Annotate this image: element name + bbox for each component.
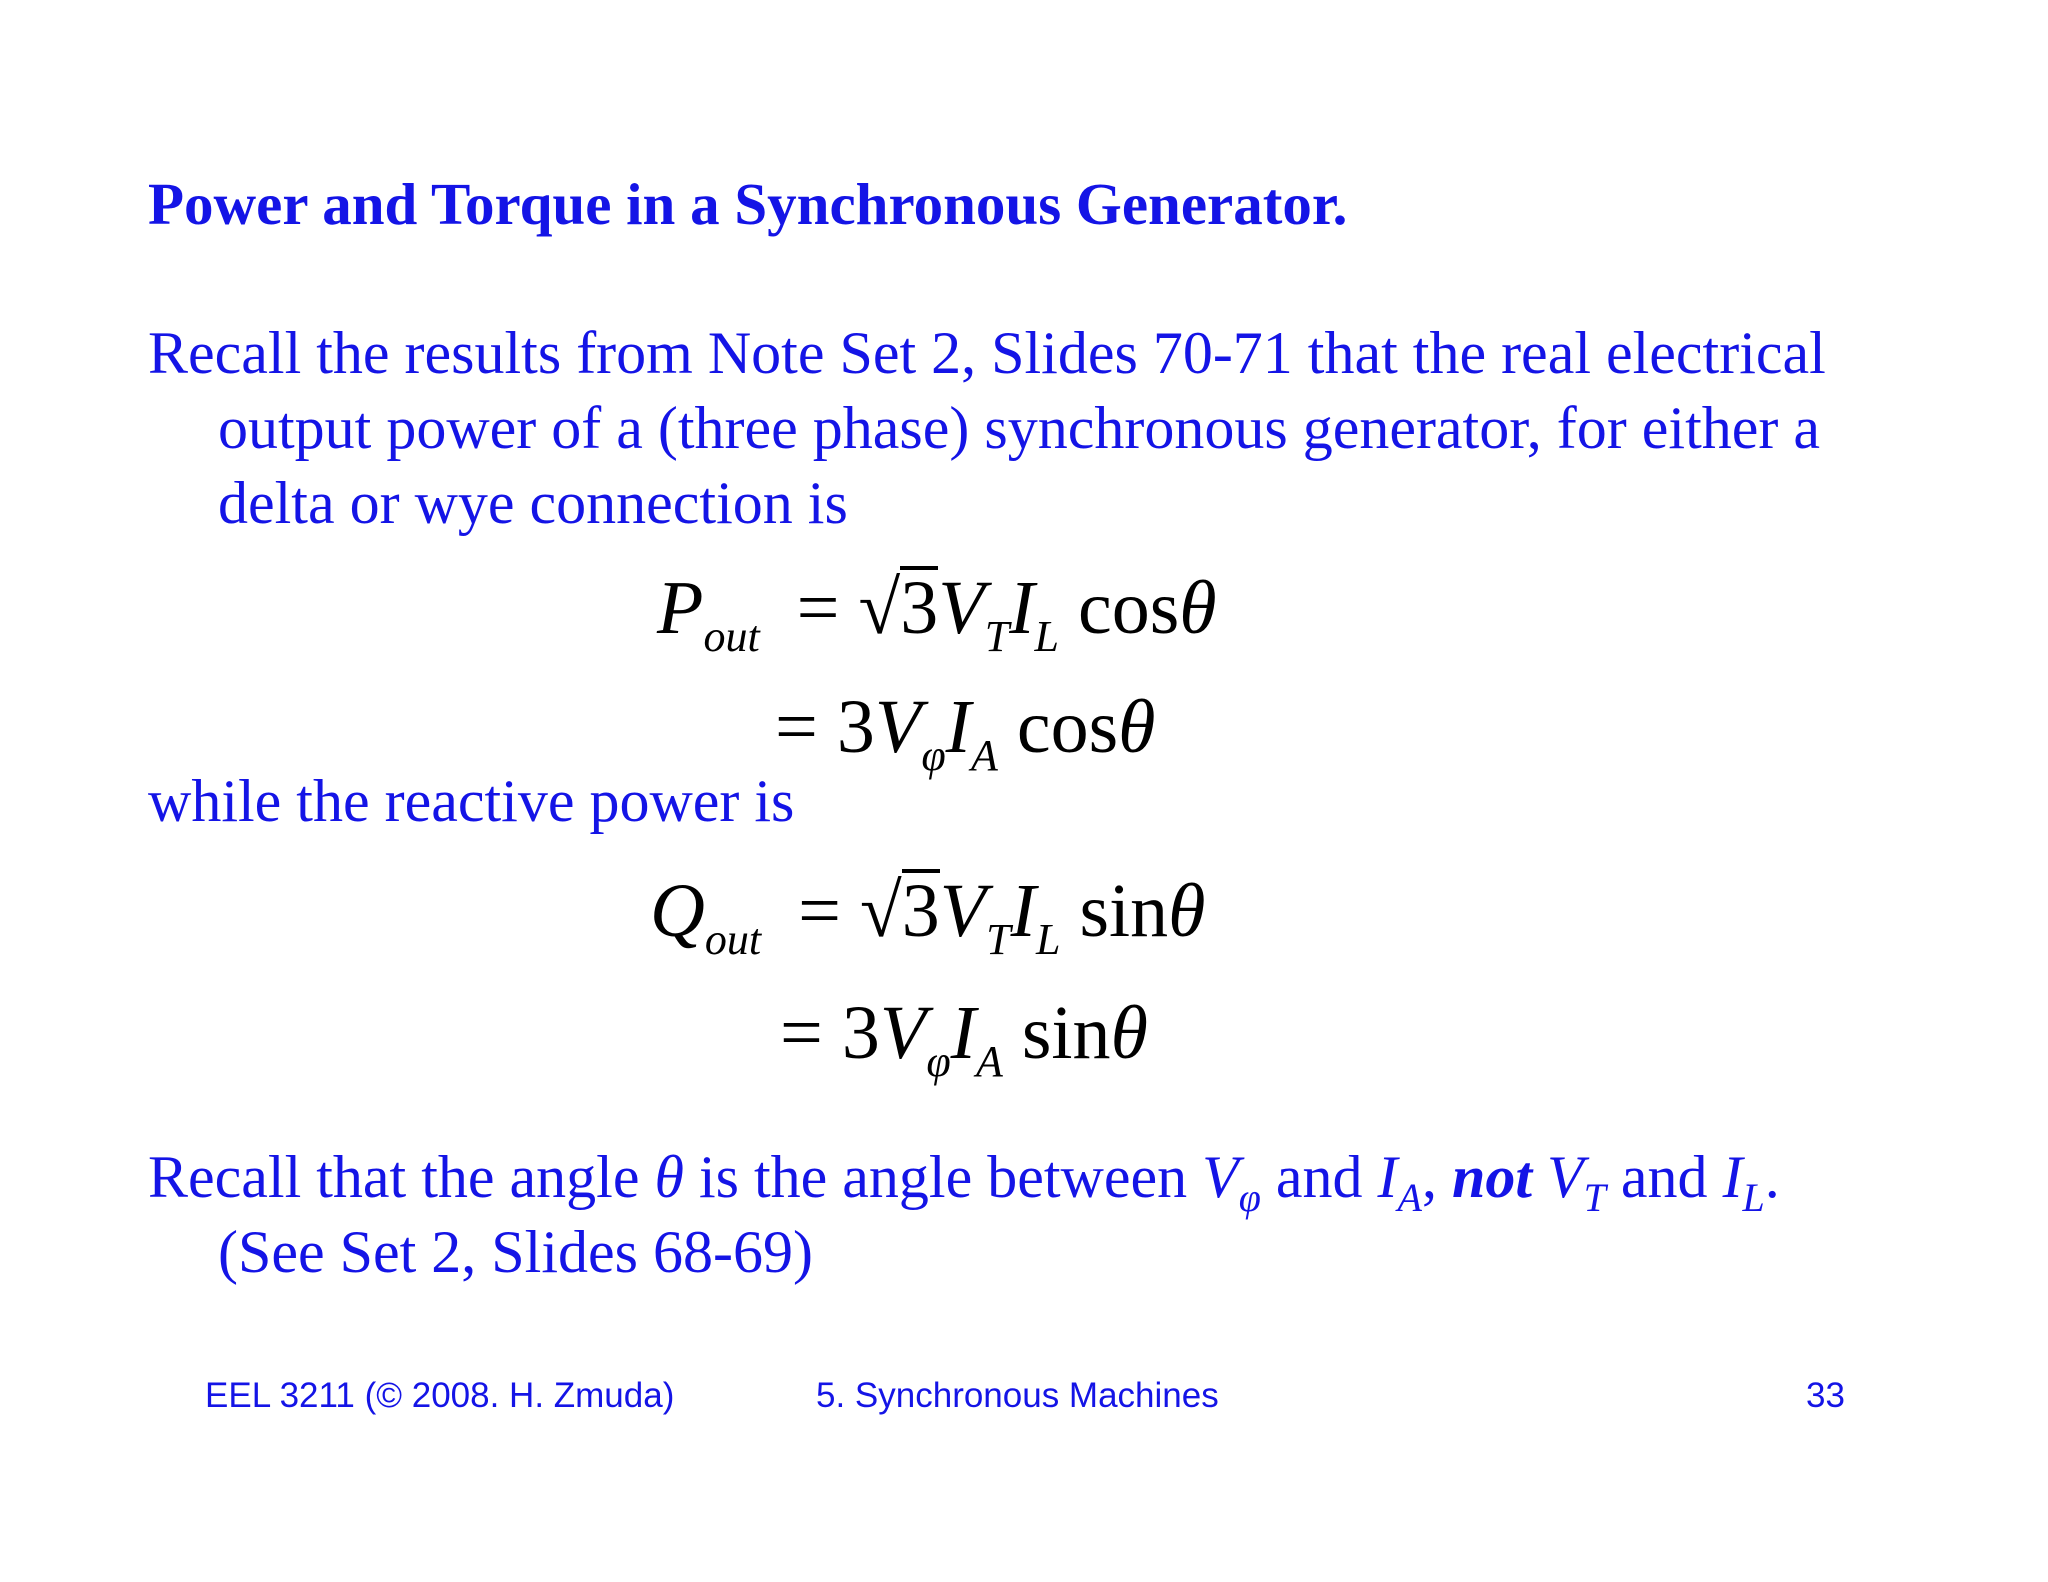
- eq-equals: = 3: [775, 685, 875, 769]
- eq-equals: = 3: [780, 991, 880, 1075]
- theta-symbol: θ: [654, 1144, 684, 1210]
- voltage-symbol: $V_T$: [1547, 1144, 1606, 1220]
- text-run: and: [1605, 1144, 1723, 1210]
- slide-title: Power and Torque in a Synchronous Generator.: [148, 171, 1348, 237]
- eq-symbol: I: [1009, 566, 1035, 650]
- sqrt-symbol: √3: [858, 566, 939, 650]
- eq-function: cos: [1077, 566, 1180, 650]
- equation-reactive-power-line2: [780, 990, 1148, 1086]
- equation-reactive-power-line1: [650, 868, 1206, 964]
- eq-subscript: T: [984, 612, 1010, 661]
- equation-real-power-line1: [657, 565, 1217, 661]
- eq-subscript: T: [986, 915, 1011, 964]
- eq-symbol: V: [939, 869, 987, 953]
- paragraph-line: delta or wye connection is: [218, 470, 848, 536]
- paragraph-real-power-intro: [148, 316, 1826, 541]
- text-run: [1532, 1144, 1547, 1210]
- eq-symbol: V: [874, 685, 922, 769]
- eq-subscript: A: [975, 1037, 1003, 1086]
- current-symbol: $I_L$: [1722, 1144, 1765, 1220]
- paragraph-angle-note: [148, 1140, 1780, 1290]
- current-symbol: $I_A$: [1377, 1144, 1422, 1220]
- eq-function: sin: [1021, 991, 1111, 1075]
- paragraph-line: output power of a (three phase) synchronous generator, for either a: [218, 395, 1820, 461]
- emphasis-not: not: [1451, 1144, 1533, 1210]
- eq-symbol: I: [1010, 869, 1036, 953]
- text-run: .: [1764, 1144, 1780, 1210]
- theta-symbol: θ: [1168, 869, 1206, 953]
- eq-subscript: out: [704, 915, 762, 964]
- theta-symbol: θ: [1179, 566, 1217, 650]
- eq-symbol: Q: [650, 869, 705, 953]
- eq-symbol: V: [938, 566, 985, 650]
- paragraph-reactive-power-intro: [148, 764, 794, 839]
- text-run: Recall that the angle: [148, 1144, 655, 1210]
- footer-course-info: EEL 3211 (© 2008. H. Zmuda): [205, 1376, 675, 1415]
- eq-subscript: φ: [926, 1037, 951, 1086]
- eq-subscript: L: [1034, 612, 1059, 661]
- eq-function: sin: [1079, 869, 1169, 953]
- eq-function: cos: [1016, 685, 1119, 769]
- eq-subscript: L: [1035, 915, 1061, 964]
- theta-symbol: θ: [1110, 991, 1148, 1075]
- eq-equals: =: [796, 566, 859, 650]
- paragraph-line: [148, 1140, 1780, 1220]
- text-run: is the angle between: [683, 1144, 1203, 1210]
- eq-symbol: V: [879, 991, 927, 1075]
- eq-symbol: P: [657, 566, 704, 650]
- eq-subscript: out: [703, 612, 760, 661]
- paragraph-line: Recall the results from Note Set 2, Slides 70-71 that the real electrical: [148, 320, 1826, 386]
- paragraph-line: (See Set 2, Slides 68-69): [218, 1219, 813, 1285]
- sqrt-symbol: √3: [860, 869, 940, 953]
- text-run: ,: [1421, 1144, 1452, 1210]
- eq-subscript: A: [970, 731, 998, 780]
- theta-symbol: θ: [1118, 685, 1156, 769]
- eq-symbol: I: [945, 685, 971, 769]
- eq-equals: =: [798, 869, 860, 953]
- text-run: and: [1260, 1144, 1378, 1210]
- equation-real-power-line2: [775, 684, 1156, 780]
- footer-section-title: 5. Synchronous Machines: [816, 1376, 1219, 1415]
- voltage-symbol: $V_\varphi$: [1202, 1144, 1261, 1220]
- paragraph-line: while the reactive power is: [148, 768, 795, 834]
- eq-symbol: I: [950, 991, 976, 1075]
- footer-page-number: 33: [1806, 1376, 1845, 1415]
- eq-subscript: φ: [921, 731, 946, 780]
